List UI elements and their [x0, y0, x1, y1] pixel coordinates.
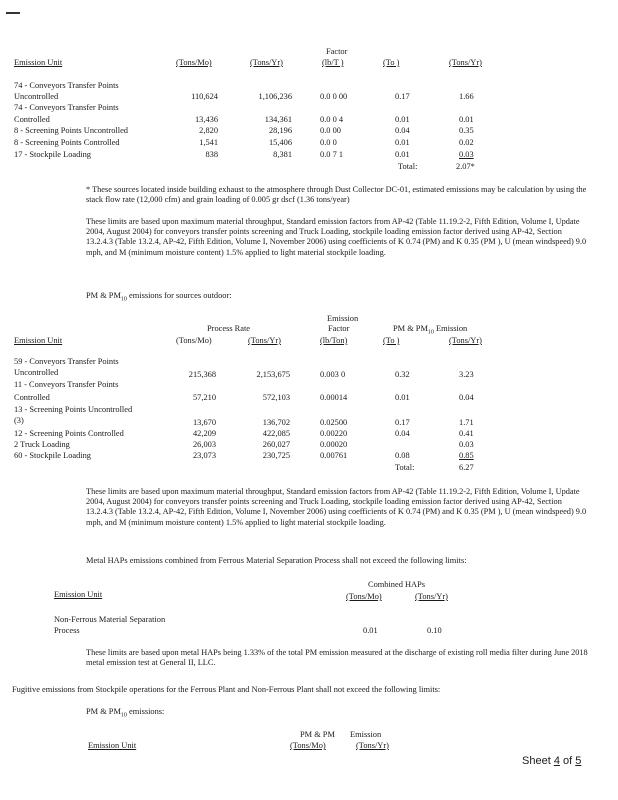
cell-tons-mo: 26,003 [192, 440, 216, 449]
tons-yr-header: (Tons/Yr) [415, 592, 448, 601]
cell-tons-mo: 838 [205, 150, 218, 159]
note-dust-collector: * These sources located inside building exhaust to the atmosphere through Dust Collector DC-01, estimated emissions may be calculation by using the stack flow rate (12,000 cfm) and grain loading of 0.005 gr dscf (1.36 tons/year) [86, 185, 587, 205]
cell-factor: 0.0 00 [320, 126, 341, 135]
cell-factor: 0.0 7 1 [320, 150, 344, 159]
cell-to: 0.01 [395, 138, 410, 147]
tons-mo-header: (Tons/Mo) [176, 58, 212, 67]
cell-to: 0.04 [395, 429, 410, 438]
row-label: Non-Ferrous Material Separation [54, 615, 166, 624]
pm-emission-header: PM & $PM_{10}$ Emission [393, 324, 468, 336]
cell-tons-yr: 0.10 [427, 626, 442, 635]
cell-to: 0.17 [395, 92, 410, 101]
cell-to: 0.17 [395, 418, 410, 427]
emission-header: Emission [350, 730, 382, 739]
emission-unit-header: Emission Unit [88, 741, 137, 750]
cell-tons-yr: 28,196 [268, 126, 292, 135]
total-sheets: 5 [575, 755, 582, 767]
cell-tons-yr2: 0.85 [459, 451, 474, 460]
row-label: Process [54, 626, 80, 635]
row-label: 8 - Screening Points Controlled [14, 138, 120, 147]
tons-yr2-header: (Tons/Yr) [449, 336, 482, 345]
total-label: Total: [398, 162, 418, 171]
page-number: Sheet 4 of 5 [522, 755, 582, 767]
cell-to: 0.01 [395, 393, 410, 402]
cell-tons-mo: 13,436 [194, 115, 218, 124]
tons-yr-header: (Tons/Yr) [248, 336, 281, 345]
tons-mo-header: (Tons/Mo) [176, 336, 212, 345]
to-header: (To ) [383, 336, 400, 345]
cell-tons-yr2: 1.66 [459, 92, 474, 101]
factor-header: Factor [326, 47, 348, 56]
row-label: Uncontrolled [14, 92, 59, 101]
metal-haps-intro: Metal HAPs emissions combined from Ferrous Material Separation Process shall not exceed the following limits: [86, 556, 467, 565]
combined-haps-header: Combined HAPs [368, 580, 426, 589]
cell-tons-yr2: 0.03 [459, 150, 474, 159]
cell-tons-yr2: 0.01 [459, 115, 474, 124]
current-sheet: 4 [553, 755, 560, 767]
factor-header: Factor [328, 324, 350, 333]
row-label: (3) [14, 416, 24, 425]
cell-tons-yr: 136,702 [262, 418, 290, 427]
cell-tons-yr: 2,153,675 [256, 370, 290, 379]
cell-tons-yr2: 0.04 [459, 393, 474, 402]
to-header: (To ) [383, 58, 400, 67]
cell-to: 0.01 [395, 115, 410, 124]
cell-factor: 0.0 0 4 [320, 115, 344, 124]
tons-mo-header: (Tons/Mo) [346, 592, 382, 601]
lb-ton-header: (lb/Ton) [320, 336, 348, 345]
pm-emissions-heading: PM & $PM_{10}$ emissions: [86, 707, 165, 719]
total-value: 6.27 [459, 463, 474, 472]
row-label: Controlled [14, 115, 50, 124]
cell-tons-yr: 8,381 [273, 150, 292, 159]
row-label: 11 - Conveyors Transfer Points [14, 380, 119, 389]
process-rate-header: Process Rate [207, 324, 251, 333]
cell-factor: 0.003 0 [320, 370, 346, 379]
emission-unit-header: Emission Unit [14, 58, 63, 67]
cell-tons-yr: 134,361 [264, 115, 292, 124]
top-mark [6, 12, 20, 14]
total-label: Total: [395, 463, 415, 472]
tons-yr2-header: (Tons/Yr) [449, 58, 482, 67]
cell-tons-yr2: 0.02 [459, 138, 474, 147]
cell-tons-yr: 1,106,236 [258, 92, 292, 101]
cell-factor: 0.00220 [320, 429, 348, 438]
row-label: 74 - Conveyors Transfer Points [14, 81, 119, 90]
row-label: 2 Truck Loading [14, 440, 70, 449]
cell-tons-mo: 42,209 [192, 429, 216, 438]
cell-tons-yr: 422,085 [262, 429, 290, 438]
cell-tons-yr2: 0.35 [459, 126, 474, 135]
cell-to: 0.01 [395, 150, 410, 159]
cell-factor: 0.00020 [320, 440, 348, 449]
limits-paragraph-2: These limits are based upon maximum material throughput, Standard emission factors from AP-42 (Table 11.19.2-2, Fifth Edition, Volume I, Update 2004, August 2004) for conveyors transfer points screening and Truck Loading, stockpile loading emission factor derived using AP-42, Section 13.2.4.3 (Table 13.2.4, AP-42, Fifth Edition, Volume I, November 2006) using coefficients of K 0.74 (PM) and K 0.35 (PM ), U (mean windspeed) 9.0 mph, and M (minimum moisture content) 1.5% applied to light material stockpile loading. [86, 487, 587, 527]
cell-factor: 0.02500 [320, 418, 348, 427]
cell-tons-yr: 260,027 [262, 440, 290, 449]
cell-tons-mo: 110,624 [191, 92, 218, 101]
cell-tons-mo: 13,670 [192, 418, 216, 427]
cell-tons-mo: 23,073 [192, 451, 216, 460]
cell-to: 0.32 [395, 370, 410, 379]
row-label: 74 - Conveyors Transfer Points [14, 103, 119, 112]
cell-tons-mo: 57,210 [192, 393, 216, 402]
tons-yr-header: (Tons/Yr) [356, 741, 389, 750]
cell-factor: 0.0 0 [320, 138, 337, 147]
row-label: 12 - Screening Points Controlled [14, 429, 124, 438]
cell-to: 0.08 [395, 451, 410, 460]
row-label: 8 - Screening Points Uncontrolled [14, 126, 128, 135]
row-label: Controlled [14, 393, 50, 402]
row-label: 59 - Conveyors Transfer Points [14, 357, 119, 366]
tons-yr-header: (Tons/Yr) [250, 58, 283, 67]
cell-tons-yr2: 0.41 [459, 429, 474, 438]
emission-header: Emission [327, 314, 359, 323]
pm-pm-header: PM & PM [300, 730, 335, 739]
haps-basis-paragraph: These limits are based upon metal HAPs being 1.33% of the total PM emission measured at the discharge of existing roll media filter during June 2018 metal emission test at General II, LLC. [86, 648, 588, 668]
cell-tons-yr: 572,103 [262, 393, 290, 402]
limits-paragraph-1: These limits are based upon maximum material throughput, Standard emission factors from AP-42 (Table 11.19.2-2, Fifth Edition, Volume I, Update 2004, August 2004) for conveyors transfer points screening and Truck Loading, stockpile loading emission factor derived using AP-42, Section 13.2.4.3 (Table 13.2.4, AP-42, Fifth Edition, Volume I, November 2006) using coefficients of K 0.74 (PM) and K 0.35 (PM ), U (mean windspeed) 9.0 mph, and M (minimum moisture content) 1.5% applied to light material stockpile loading. [86, 217, 587, 257]
emission-unit-header: Emission Unit [54, 590, 103, 599]
row-label: 13 - Screening Points Uncontrolled [14, 405, 133, 414]
cell-factor: 0.00014 [320, 393, 348, 402]
cell-tons-mo: 2,820 [199, 126, 218, 135]
factor-unit-header: (lb/T ) [322, 58, 344, 67]
fugitive-intro: Fugitive emissions from Stockpile operations for the Ferrous Plant and Non-Ferrous Plant shall not exceed the following limits: [12, 685, 441, 694]
cell-tons-yr2: 1.71 [459, 418, 474, 427]
cell-tons-mo: 0.01 [363, 626, 378, 635]
total-value: 2.07* [456, 162, 475, 171]
tons-mo-header: (Tons/Mo) [290, 741, 326, 750]
row-label: Uncontrolled [14, 368, 59, 377]
emission-unit-header: Emission Unit [14, 336, 63, 345]
cell-tons-yr2: 0.03 [459, 440, 474, 449]
cell-tons-yr: 230,725 [262, 451, 290, 460]
cell-tons-yr2: 3.23 [459, 370, 474, 379]
row-label: 60 - Stockpile Loading [14, 451, 91, 460]
pm-outdoor-heading: PM & $PM_{10}$ emissions for sources outdoor: [86, 291, 232, 303]
cell-to: 0.04 [395, 126, 410, 135]
cell-factor: 0.0 0 00 [320, 92, 348, 101]
row-label: 17 - Stockpile Loading [14, 150, 91, 159]
cell-tons-yr: 15,406 [268, 138, 292, 147]
cell-tons-mo: 215,368 [188, 370, 216, 379]
cell-tons-mo: 1,541 [199, 138, 218, 147]
cell-factor: 0.00761 [320, 451, 348, 460]
